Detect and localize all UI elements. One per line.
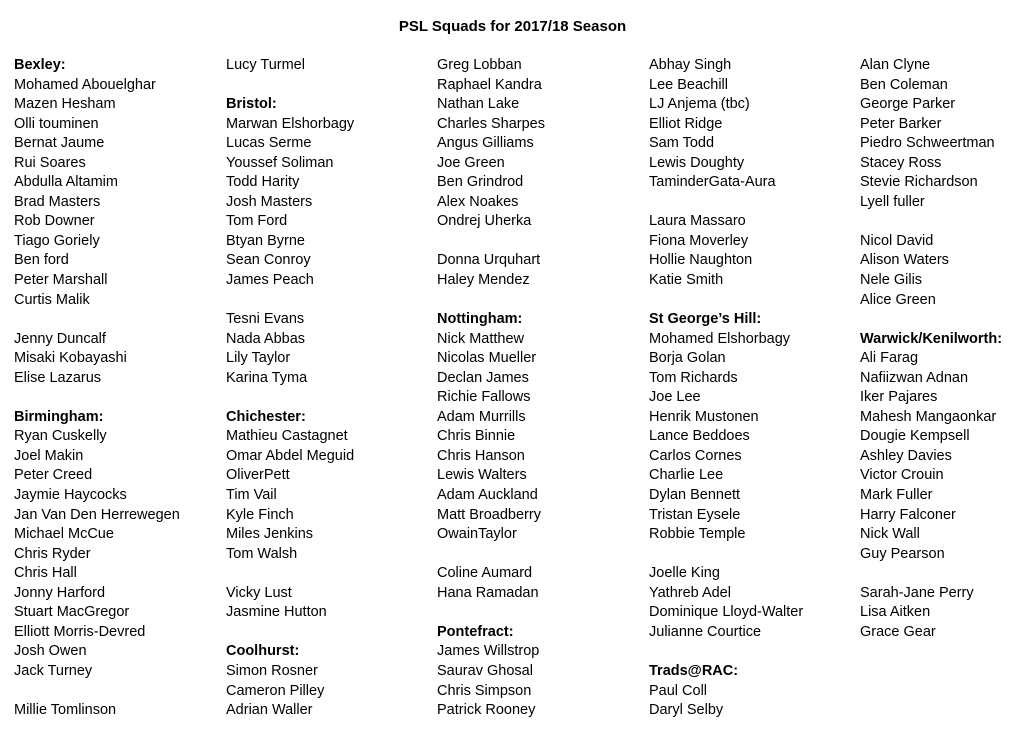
- player-name: Nada Abbas: [226, 330, 306, 347]
- player-name: Stacey Ross: [860, 154, 942, 171]
- player-name: Tristan Eysele: [649, 506, 741, 523]
- player-name: Stuart MacGregor: [14, 604, 130, 621]
- player-name: Mohamed Elshorbagy: [649, 330, 791, 347]
- player-name: Mazen Hesham: [14, 96, 116, 113]
- player-name: Chris Hall: [14, 565, 77, 582]
- player-name: Alex Noakes: [437, 193, 519, 210]
- blank-line: [860, 212, 1025, 232]
- blank-line: [437, 603, 642, 623]
- squad-column: [860, 56, 1025, 642]
- player-name: Tom Richards: [649, 369, 738, 386]
- player-name: Donna Urquhart: [437, 252, 541, 269]
- player-name: Angus Gilliams: [437, 135, 534, 152]
- player-name: James Peach: [226, 272, 314, 289]
- player-name: Sean Conroy: [226, 252, 311, 269]
- blank-line: [860, 310, 1025, 330]
- player-name: Lucy Turmel: [226, 57, 305, 73]
- player-name: Vicky Lust: [226, 584, 292, 601]
- club-heading: Coolhurst:: [226, 643, 300, 660]
- player-name: Ryan Cuskelly: [14, 428, 107, 445]
- blank-line: [649, 642, 854, 662]
- player-name: Mathieu Castagnet: [226, 428, 348, 445]
- blank-line: [649, 291, 854, 311]
- player-name: Hana Ramadan: [437, 584, 539, 601]
- player-name: Mahesh Mangaonkar: [860, 408, 997, 425]
- player-name: Chris Ryder: [14, 545, 91, 562]
- player-name: Michael McCue: [14, 526, 114, 543]
- player-name: Josh Owen: [14, 643, 87, 660]
- player-name: Ashley Davies: [860, 447, 952, 464]
- player-name: Lewis Walters: [437, 467, 527, 484]
- player-name: OliverPett: [226, 467, 290, 484]
- player-name: Carlos Cornes: [649, 447, 742, 464]
- player-name: Nick Wall: [860, 526, 920, 543]
- player-name: Marwan Elshorbagy: [226, 115, 355, 132]
- player-name: Jenny Duncalf: [14, 330, 106, 347]
- blank-line: [226, 291, 431, 311]
- player-name: Miles Jenkins: [226, 526, 314, 543]
- player-name: Joelle King: [649, 565, 720, 582]
- player-name: Adam Murrills: [437, 408, 526, 425]
- blank-line: [649, 193, 854, 213]
- player-name: Paul Coll: [649, 682, 708, 699]
- player-name: Jaymie Haycocks: [14, 487, 127, 504]
- player-name: Olli touminen: [14, 115, 99, 132]
- player-name: Joe Lee: [649, 389, 701, 406]
- player-name: Declan James: [437, 369, 529, 386]
- club-heading: Warwick/Kenilworth:: [860, 330, 1003, 347]
- player-name: Bernat Jaume: [14, 135, 105, 152]
- player-name: Haley Mendez: [437, 272, 530, 289]
- player-name: Peter Marshall: [14, 272, 108, 289]
- player-name: Daryl Selby: [649, 702, 724, 719]
- player-name: TaminderGata-Aura: [649, 174, 776, 191]
- player-name: Grace Gear: [860, 623, 936, 640]
- player-name: Charles Sharpes: [437, 115, 545, 132]
- player-name: Karina Tyma: [226, 369, 308, 386]
- player-name: Tom Walsh: [226, 545, 298, 562]
- player-name: Nicol David: [860, 232, 934, 249]
- player-name: Julianne Courtice: [649, 623, 762, 640]
- player-name: Lance Beddoes: [649, 428, 750, 445]
- player-name: Saurav Ghosal: [437, 662, 533, 679]
- player-name: Nicolas Mueller: [437, 350, 537, 367]
- player-name: Ali Farag: [860, 350, 919, 367]
- player-name: Simon Rosner: [226, 662, 318, 679]
- player-name: Jonny Harford: [14, 584, 106, 601]
- player-name: Adam Auckland: [437, 487, 538, 504]
- player-name: Lyell fuller: [860, 193, 925, 210]
- player-name: Millie Tomlinson: [14, 702, 117, 719]
- squad-column: [226, 56, 431, 721]
- player-name: Piedro Schweertman: [860, 135, 995, 152]
- player-name: Ben Grindrod: [437, 174, 524, 191]
- player-name: Hollie Naughton: [649, 252, 753, 269]
- player-name: Henrik Mustonen: [649, 408, 759, 425]
- player-name: Peter Barker: [860, 115, 942, 132]
- player-name: George Parker: [860, 96, 956, 113]
- player-name: Dougie Kempsell: [860, 428, 970, 445]
- player-name: Alan Clyne: [860, 57, 931, 73]
- player-name: Ondrej Uherka: [437, 213, 532, 230]
- club-heading: St George’s Hill:: [649, 311, 762, 328]
- player-name: Rob Downer: [14, 213, 95, 230]
- player-name: Victor Crouin: [860, 467, 944, 484]
- player-name: Stevie Richardson: [860, 174, 978, 191]
- player-name: Nafiizwan Adnan: [860, 369, 969, 386]
- blank-line: [226, 76, 431, 96]
- player-name: Robbie Temple: [649, 526, 746, 543]
- player-name: Fiona Moverley: [649, 232, 749, 249]
- blank-line: [437, 232, 642, 252]
- player-name: Ben Coleman: [860, 76, 948, 93]
- club-heading: Pontefract:: [437, 623, 514, 640]
- player-name: Curtis Malik: [14, 291, 90, 308]
- player-name: Lily Taylor: [226, 350, 291, 367]
- squad-column: [437, 56, 642, 721]
- player-name: Chris Simpson: [437, 682, 532, 699]
- player-name: Lucas Serme: [226, 135, 312, 152]
- player-name: Chris Hanson: [437, 447, 525, 464]
- player-name: Richie Fallows: [437, 389, 531, 406]
- blank-line: [437, 545, 642, 565]
- player-name: Brad Masters: [14, 193, 101, 210]
- player-name: Alison Waters: [860, 252, 949, 269]
- player-name: Raphael Kandra: [437, 76, 542, 93]
- player-name: Misaki Kobayashi: [14, 350, 127, 367]
- player-name: Adrian Waller: [226, 702, 313, 719]
- page-title: PSL Squads for 2017/18 Season: [398, 18, 627, 35]
- club-heading: Chichester:: [226, 408, 306, 425]
- player-name: Charlie Lee: [649, 467, 724, 484]
- squad-column: [649, 56, 854, 721]
- player-name: Omar Abdel Meguid: [226, 447, 355, 464]
- player-name: Patrick Rooney: [437, 702, 536, 719]
- blank-line: [226, 388, 431, 408]
- player-name: Mark Fuller: [860, 487, 933, 504]
- player-name: Nick Matthew: [437, 330, 525, 347]
- player-name: Lewis Doughty: [649, 154, 745, 171]
- player-name: Dylan Bennett: [649, 487, 741, 504]
- player-name: Greg Lobban: [437, 57, 522, 73]
- squad-column: [14, 56, 219, 721]
- player-name: Nathan Lake: [437, 96, 520, 113]
- player-name: Chris Binnie: [437, 428, 516, 445]
- player-name: LJ Anjema (tbc): [649, 96, 750, 113]
- player-name: Katie Smith: [649, 272, 724, 289]
- player-name: James Willstrop: [437, 643, 540, 660]
- player-name: Guy Pearson: [860, 545, 945, 562]
- player-name: Abdulla Altamim: [14, 174, 118, 191]
- player-name: Borja Golan: [649, 350, 726, 367]
- player-name: Abhay Singh: [649, 57, 732, 73]
- club-heading: Bristol:: [226, 96, 277, 113]
- player-name: Elise Lazarus: [14, 369, 102, 386]
- player-name: Joel Makin: [14, 447, 84, 464]
- player-name: Elliot Ridge: [649, 115, 723, 132]
- club-heading: Trads@RAC:: [649, 662, 739, 679]
- blank-line: [14, 682, 219, 702]
- player-name: Jack Turney: [14, 662, 93, 679]
- player-name: Josh Masters: [226, 193, 313, 210]
- player-name: Youssef Soliman: [226, 154, 334, 171]
- blank-line: [649, 545, 854, 565]
- player-name: Cameron Pilley: [226, 682, 325, 699]
- player-name: Lisa Aitken: [860, 604, 931, 621]
- player-name: Laura Massaro: [649, 213, 746, 230]
- player-name: Nele Gilis: [860, 272, 923, 289]
- player-name: Iker Pajares: [860, 389, 938, 406]
- player-name: Lee Beachill: [649, 76, 728, 93]
- player-name: Ben ford: [14, 252, 69, 269]
- blank-line: [14, 388, 219, 408]
- player-name: Alice Green: [860, 291, 936, 308]
- blank-line: [14, 310, 219, 330]
- player-name: Kyle Finch: [226, 506, 294, 523]
- player-name: Coline Aumard: [437, 565, 533, 582]
- blank-line: [226, 623, 431, 643]
- player-name: Jan Van Den Herrewegen: [14, 506, 180, 523]
- blank-line: [860, 564, 1025, 584]
- player-name: Tom Ford: [226, 213, 288, 230]
- club-heading: Bexley:: [14, 57, 66, 73]
- player-name: Harry Falconer: [860, 506, 956, 523]
- player-name: Tiago Goriely: [14, 232, 100, 249]
- player-name: Dominique Lloyd-Walter: [649, 604, 804, 621]
- club-heading: Birmingham:: [14, 408, 104, 425]
- player-name: Tim Vail: [226, 487, 277, 504]
- player-name: Todd Harity: [226, 174, 300, 191]
- player-name: Elliott Morris-Devred: [14, 623, 146, 640]
- player-name: Tesni Evans: [226, 311, 305, 328]
- player-name: Joe Green: [437, 154, 505, 171]
- player-name: Matt Broadberry: [437, 506, 541, 523]
- player-name: Rui Soares: [14, 154, 86, 171]
- player-name: Sarah-Jane Perry: [860, 584, 974, 601]
- player-name: Sam Todd: [649, 135, 715, 152]
- player-name: Jasmine Hutton: [226, 604, 327, 621]
- club-heading: Nottingham:: [437, 311, 523, 328]
- player-name: Mohamed Abouelghar: [14, 76, 156, 93]
- player-name: Btyan Byrne: [226, 232, 305, 249]
- player-name: Peter Creed: [14, 467, 93, 484]
- player-name: Yathreb Adel: [649, 584, 731, 601]
- blank-line: [437, 291, 642, 311]
- blank-line: [226, 564, 431, 584]
- player-name: OwainTaylor: [437, 526, 517, 543]
